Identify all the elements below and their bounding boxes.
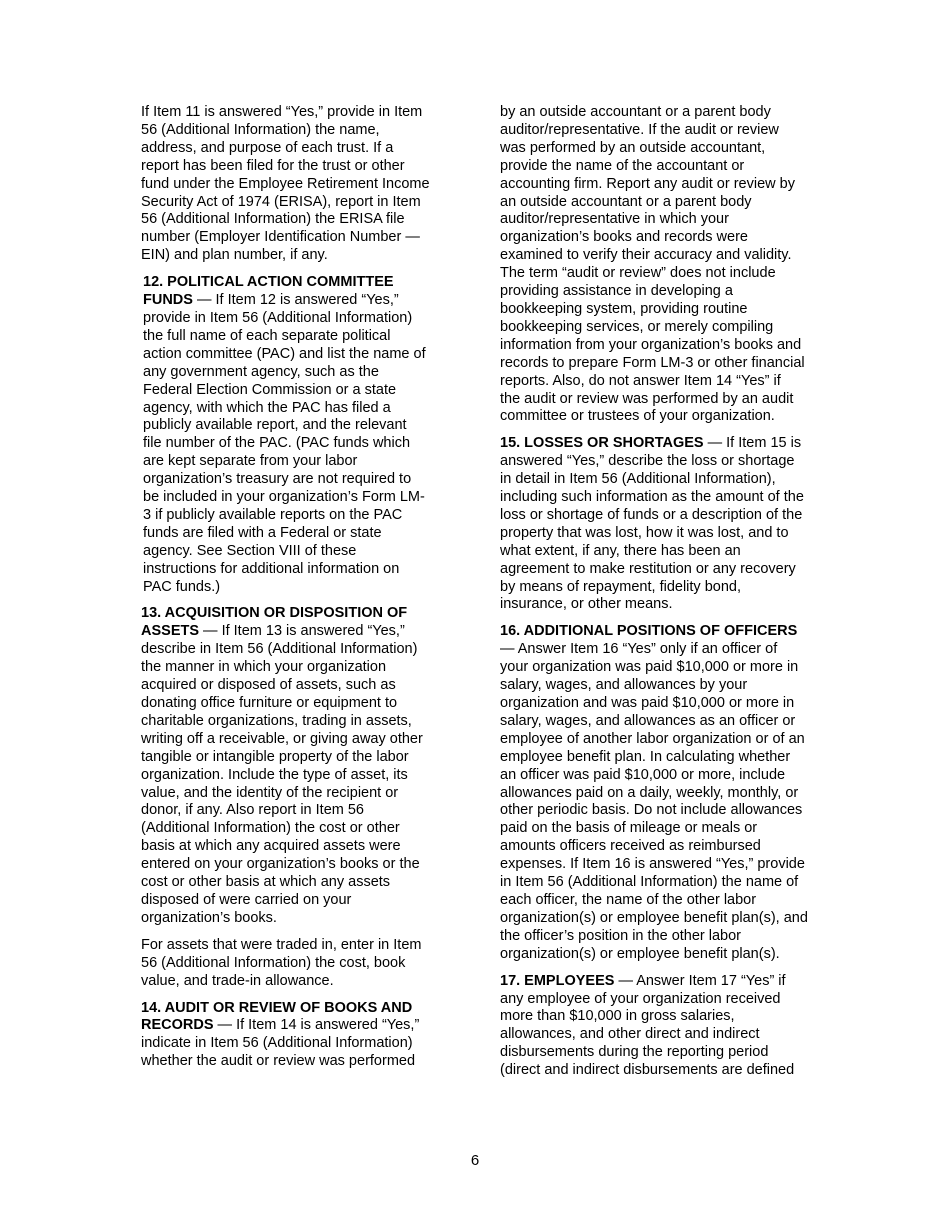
item-16-body: — Answer Item 16 “Yes” only if an officer of your organization was paid $10,000 or more in salary, wages, and allowances by your organization and was paid $10,000 or more in salary, wages, and allowances as an officer or employee of another labor organization or of an employee benefit plan. In calculating whether an officer was paid $10,000 or more, include allowances paid on a daily, weekly, monthly, or other periodic basis. Do not include allowances paid on the basis of mileage or meals or amounts officers received as reimbursed expenses. If Item 16 is answered “Yes,” provide in Item 56 (Additional Information) the name of each officer, the name of the other labor organization(s) or employee benefit plan(s), and the officer’s position in the other labor organization(s) or employee benefit plan(s). xyxy=(500,641,808,962)
traded-assets-paragraph: For assets that were traded in, enter in Item 56 (Additional Information) the cost, book value, and trade-in allowance. xyxy=(141,936,422,989)
item-17-body: — Answer Item 17 “Yes” if any employee of your organization received more than $10,000 in gross salaries, allowances, and other direct and indirect disbursements during the reporting period (direct and indirect disbursements are defined xyxy=(500,972,795,1079)
item-16-heading: 16. ADDITIONAL POSITIONS OF OFFICERS xyxy=(500,623,798,640)
item-13-section xyxy=(141,605,471,927)
item-14-continuation: by an outside accountant or a parent body auditor/representative. If the audit or review was performed by an outside accountant, provide the name of the accountant or accounting firm. Report any audit or review by an outside accountant or a parent body auditor/representative in which your organization’s books and records were examined to verify their accuracy and validity. The term “audit or review” does not include providing assistance in developing a bookkeeping system, providing routine bookkeeping services, or merely compiling information from your organization’s books and records to prepare Form LM-3 or other financial reports. Also, do not answer Item 14 “Yes” if the audit or review was performed by an audit committee or trustees of your organization. xyxy=(500,104,805,425)
item-15-heading: 15. LOSSES OR SHORTAGES xyxy=(500,435,704,452)
right-column xyxy=(500,104,840,1089)
item-14-heading: 14. AUDIT OR REVIEW OF BOOKS AND RECORDS xyxy=(141,999,413,1034)
item-14-body: — If Item 14 is answered “Yes,” indicate in Item 56 (Additional Information) whether the audit or review was performed xyxy=(141,1017,420,1070)
page-number: 6 xyxy=(470,1152,480,1169)
item-13-body: — If Item 13 is answered “Yes,” describe in Item 56 (Additional Information) the manner in which your organization acquired or disposed of assets, such as donating office furniture or equipment to charitable organizations, trading in assets, writing off a receivable, or giving away other tangible or intangible property of the labor organization. Include the type of asset, its value, and the identity of the recipient or donor, if any. Also report in Item 56 (Additional Information) the cost or other basis at which any acquired assets were entered on your organization’s books or the cost or other basis at which any assets disposed of were carried on your organization’s books. xyxy=(141,623,423,926)
trust-paragraph: If Item 11 is answered “Yes,” provide in Item 56 (Additional Information) the name, address, and purpose of each trust. If a report has been filed for the trust or other fund under the Employee Retirement Income Security Act of 1974 (ERISA), report in Item 56 (Additional Information) the ERISA file number (Employer Identification Number — EIN) and plan number, if any. xyxy=(141,104,430,264)
item-16-section xyxy=(500,623,840,963)
item-13-heading: 13. ACQUISITION OR DISPOSITION OF ASSETS xyxy=(141,605,408,640)
item-15-body: — If Item 15 is answered “Yes,” describe the loss or shortage in detail in Item 56 (Additional Information), including such information as the amount of the loss or shortage of funds or a description of the property that was lost, how it was lost, and to what extent, if any, there has been an agreement to make restitution or any recovery by means of repayment, fidelity bond, insurance, or other means. xyxy=(500,435,804,613)
item-17-heading: 17. EMPLOYEES xyxy=(500,972,615,989)
left-column xyxy=(141,104,471,1080)
item-14-section xyxy=(141,1000,471,1072)
item-15-section xyxy=(500,435,840,614)
item-12-body: — If Item 12 is answered “Yes,” provide in Item 56 (Additional Information) the full name of each separate political action committee (PAC) and list the name of any government agency, such as the Federal Election Commission or a state agency, with which the PAC has filed a publicly available report, and the relevant file number of the PAC. (PAC funds which are kept separate from your labor organization’s treasury are not required to be included in your organization’s Form LM- 3 if publicly available reports on the PAC funds are filed with a Federal or state agency. See Section VIII of these instructions for additional information on PAC funds.) xyxy=(143,292,426,595)
item-12-heading: 12. POLITICAL ACTION COMMITTEE FUNDS xyxy=(143,274,394,309)
item-12-section xyxy=(141,274,471,596)
item-17-section xyxy=(500,973,840,1080)
